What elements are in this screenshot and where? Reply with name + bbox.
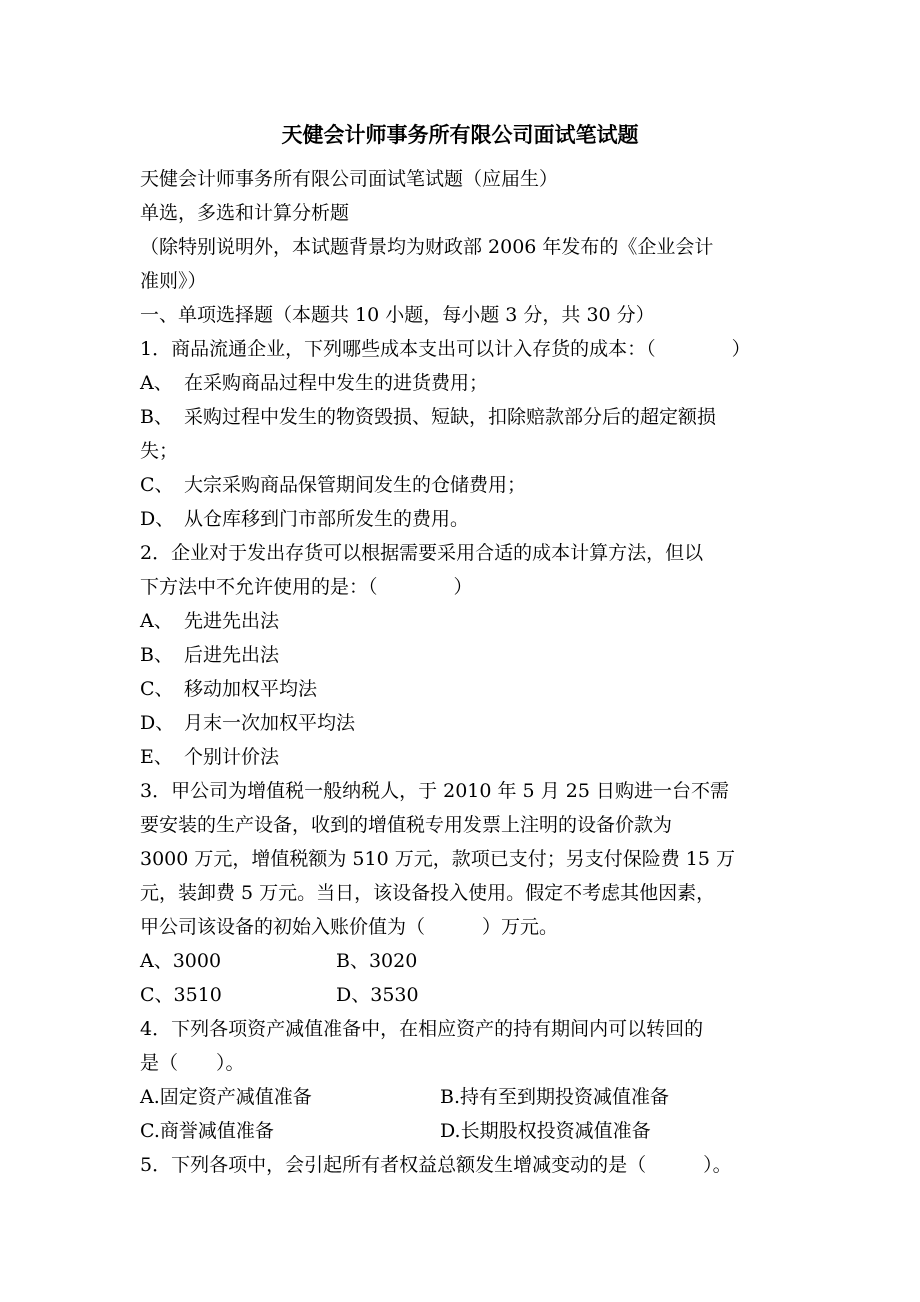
option-label: E、 [140, 746, 173, 768]
q3-options-row-2 [140, 978, 800, 1012]
option-label: D、 [140, 508, 175, 530]
q3-option-b: B、3020 [336, 950, 418, 972]
q1-stem: 1．商品流通企业，下列哪些成本支出可以计入存货的成本：（ ） [140, 338, 751, 360]
option-label: D、 [140, 712, 175, 734]
q1-option-d [140, 502, 800, 536]
q3-stem-2: 要安装的生产设备，收到的增值税专用发票上注明的设备价款为 [140, 814, 673, 836]
q4-stem-2: 是（ ）。 [140, 1052, 245, 1074]
q2-option-d [140, 706, 800, 740]
q4-option-d: D.长期股权投资减值准备 [440, 1120, 651, 1142]
section-heading: 一、单项选择题（本题共 10 小题，每小题 3 分，共 30 分） [140, 304, 655, 326]
q4-option-b: B.持有至到期投资减值准备 [440, 1086, 670, 1108]
q4-option-c: C.商誉减值准备 [140, 1120, 274, 1142]
option-text: 个别计价法 [184, 746, 280, 768]
option-text: 从仓库移到门市部所发生的费用。 [184, 508, 470, 530]
note-line-2: 准则》） [140, 270, 207, 292]
page-title: 天健会计师事务所有限公司面试笔试题 [281, 123, 639, 147]
q4-options-row-2 [140, 1114, 800, 1148]
option-label: A、 [140, 610, 173, 632]
note-line-1: （除特别说明外，本试题背景均为财政部 2006 年发布的《企业会计 [140, 236, 714, 258]
q2-option-a [140, 604, 800, 638]
option-label: A、 [140, 372, 173, 394]
option-text: 采购过程中发生的物资毁损、短缺，扣除赔款部分后的超定额损 [184, 406, 717, 428]
option-label: C、 [140, 678, 174, 700]
option-label: B、 [140, 644, 173, 666]
option-text: 移动加权平均法 [184, 678, 318, 700]
q3-stem-1: 3．甲公司为增值税一般纳税人，于 2010 年 5 月 25 日购进一台不需 [140, 780, 729, 802]
q3-stem-3: 3000 万元，增值税额为 510 万元，款项已支付；另支付保险费 15 万 [140, 848, 735, 870]
option-text: 后进先出法 [184, 644, 280, 666]
q4-option-a: A.固定资产减值准备 [140, 1086, 312, 1108]
q1-option-c [140, 468, 800, 502]
q3-stem-5: 甲公司该设备的初始入账价值为（ ）万元。 [140, 916, 559, 938]
q4-stem-1: 4．下列各项资产减值准备中，在相应资产的持有期间内可以转回的 [140, 1018, 704, 1040]
q4-options-row-1 [140, 1080, 800, 1114]
option-text: 月末一次加权平均法 [184, 712, 356, 734]
option-text: 先进先出法 [184, 610, 280, 632]
q2-option-e [140, 740, 800, 774]
option-text: 在采购商品过程中发生的进货费用； [184, 372, 489, 394]
q5-stem: 5．下列各项中，会引起所有者权益总额发生增减变动的是（ ）。 [140, 1154, 732, 1176]
q3-option-a: A、3000 [140, 950, 222, 972]
option-label: B、 [140, 406, 173, 428]
q3-option-c: C、3510 [140, 984, 222, 1006]
q3-options-row-1 [140, 944, 800, 978]
q2-option-c [140, 672, 800, 706]
q3-stem-4: 元，装卸费 5 万元。当日，该设备投入使用。假定不考虑其他因素， [140, 882, 716, 904]
q2-stem-2: 下方法中不允许使用的是：（ ） [140, 576, 473, 598]
q1-option-b-cont: 失； [140, 440, 179, 462]
option-label: C、 [140, 474, 174, 496]
q1-option-b [140, 400, 800, 434]
q3-option-d: D、3530 [336, 984, 419, 1006]
subtitle: 天健会计师事务所有限公司面试笔试题（应届生） [140, 168, 559, 190]
question-types: 单选，多选和计算分析题 [140, 202, 350, 224]
q2-stem-1: 2．企业对于发出存货可以根据需要采用合适的成本计算方法，但以 [140, 542, 704, 564]
document-body [140, 162, 800, 1182]
option-text: 大宗采购商品保管期间发生的仓储费用； [184, 474, 527, 496]
q2-option-b [140, 638, 800, 672]
q1-option-a [140, 366, 800, 400]
